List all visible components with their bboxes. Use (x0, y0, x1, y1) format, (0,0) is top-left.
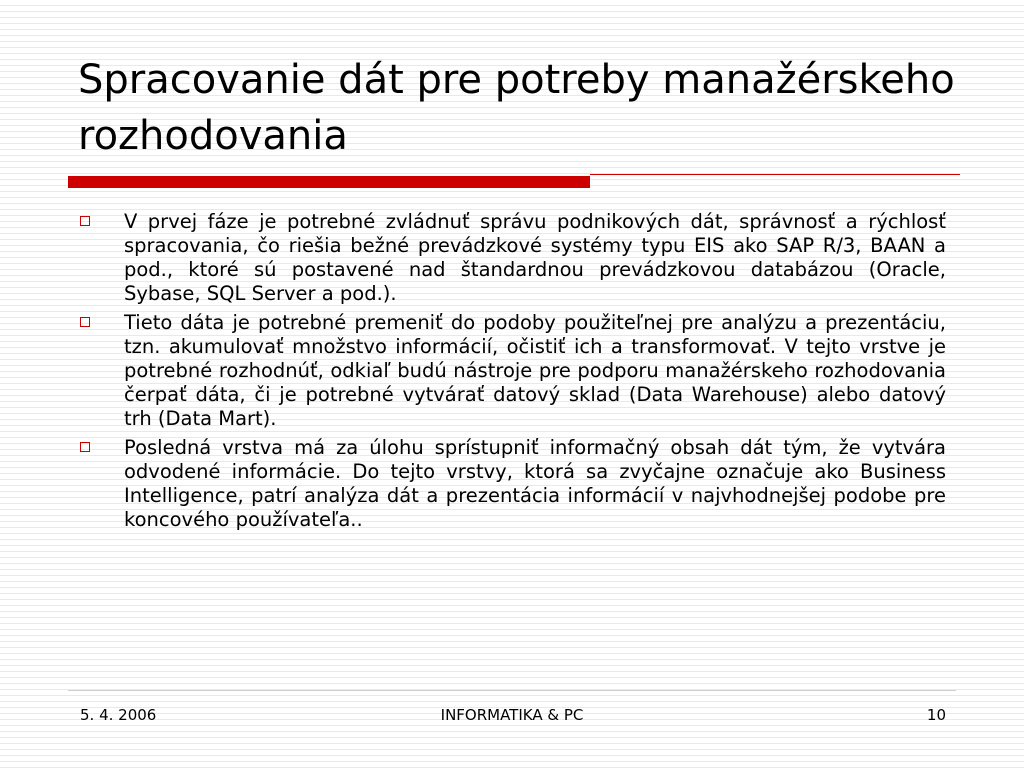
bullet-item (78, 436, 946, 532)
slide-title: Spracovanie dát pre potreby manažérskeho rozhodovania (78, 57, 955, 159)
bullet-item (78, 210, 946, 306)
title-underline (68, 174, 960, 188)
bullet-text: Tieto dáta je potrebné premeniť do podoby použiteľnej pre analýzu a prezentáciu, tzn. akumulovať množstvo informácií, očistiť ich a transformovať. V tejto vrstve je potrebné rozhodnúť, odkiaľ budú nástroje pre podporu manažérskeho rozhodovania čerpať dáta, či je potrebné vytvárať datový sklad (Data Warehouse) alebo datový trh (Data Mart). (124, 311, 946, 430)
bullet-text: V prvej fáze je potrebné zvládnuť správu podnikových dát, správnosť a rýchlosť spracovania, čo riešia bežné prevádzkové systémy typu EIS ako SAP R/3, BAAN a pod., ktoré sú postavené nad štandardnou prevádzkovou databázou (Oracle, Sybase, SQL Server a pod.). (124, 210, 946, 305)
hollow-square-bullet-icon (80, 442, 90, 452)
title-underline-red-bar (68, 176, 590, 188)
bullet-text: Posledná vrstva má za úlohu sprístupniť informačný obsah dát tým, že vytvára odvodené informácie. Do tejto vrstvy, ktorá sa zvyčajne označuje ako Business Intelligence, patrí analýza dát a prezentácia informácií v najvhodnejšej podobe pre koncového používateľa.. (124, 436, 946, 531)
footer-divider (68, 690, 956, 691)
page-number: 10 (926, 706, 946, 724)
footer-date: 5. 4. 2006 (80, 706, 157, 724)
bullet-item (78, 311, 946, 431)
footer-title: INFORMATIKA & PC (440, 706, 584, 724)
bullet-list (78, 210, 946, 537)
hollow-square-bullet-icon (80, 317, 90, 327)
hollow-square-bullet-icon (80, 216, 90, 226)
title-underline-thin-line (590, 174, 960, 175)
